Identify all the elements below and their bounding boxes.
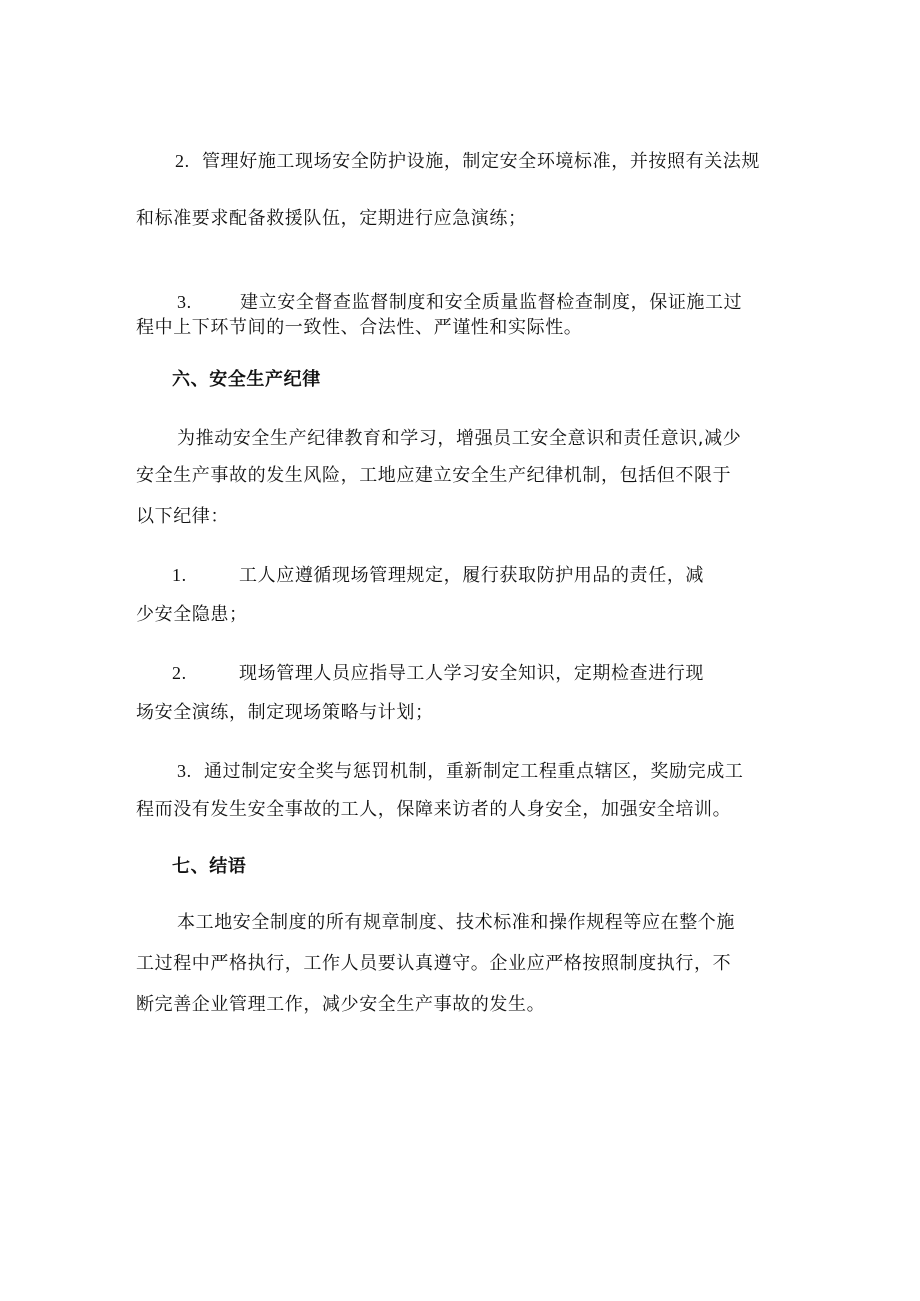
section-6-item-3-text-1: 通过制定安全奖与惩罚机制，重新制定工程重点辖区，奖励完成工 — [204, 761, 744, 782]
section-6-item-2-line-1 — [172, 661, 704, 686]
section-6-item-1-text-2: 少安全隐患； — [136, 604, 248, 625]
section-6-item-3-number: 3. — [177, 761, 192, 781]
section-7-heading: 七、结语 — [172, 856, 247, 877]
section-6-item-1-number: 1. — [172, 565, 187, 585]
section-6-intro-1: 为推动安全生产纪律教育和学习，增强员工安全意识和责任意识,减少 — [177, 428, 742, 449]
section-6-item-2-number: 2. — [172, 663, 187, 683]
section-6-item-3-text-2: 程而没有发生安全事故的工人，保障来访者的人身安全，加强安全培训。 — [136, 799, 732, 820]
section-6-item-2-text-2: 场安全演练，制定现场策略与计划； — [136, 702, 434, 723]
section-6-intro-3: 以下纪律： — [136, 506, 229, 527]
section-7-body-1: 本工地安全制度的所有规章制度、技术标准和操作规程等应在整个施 — [177, 912, 735, 933]
section-6-item-1-text-1: 工人应遵循现场管理规定，履行获取防护用品的责任，减 — [239, 565, 705, 586]
item-2-number: 2. — [175, 151, 190, 171]
item-3-number: 3. — [177, 292, 192, 312]
section-6-item-2-text-1: 现场管理人员应指导工人学习安全知识，定期检查进行现 — [239, 663, 705, 684]
section-7-body-2: 工过程中严格执行，工作人员要认真遵守。企业应严格按照制度执行，不 — [136, 953, 732, 974]
section-6-item-1-line-1 — [172, 563, 704, 588]
item-2-text-2: 和标准要求配备救援队伍，定期进行应急演练； — [136, 208, 527, 229]
item-3-text-1: 建立安全督查监督制度和安全质量监督检查制度，保证施工过 — [240, 292, 743, 313]
section-7-body-3: 断完善企业管理工作，减少安全生产事故的发生。 — [136, 994, 546, 1015]
section-6-item-3-line-1 — [177, 759, 743, 784]
item-3-line-1 — [177, 290, 742, 315]
item-3-text-2: 程中上下环节间的一致性、合法性、严谨性和实际性。 — [136, 317, 583, 338]
item-2-line-1 — [175, 149, 760, 174]
section-6-heading: 六、安全生产纪律 — [172, 369, 321, 390]
item-2-text-1: 管理好施工现场安全防护设施，制定安全环境标准，并按照有关法规 — [202, 151, 761, 172]
section-6-intro-2: 安全生产事故的发生风险，工地应建立安全生产纪律机制，包括但不限于 — [136, 465, 732, 486]
